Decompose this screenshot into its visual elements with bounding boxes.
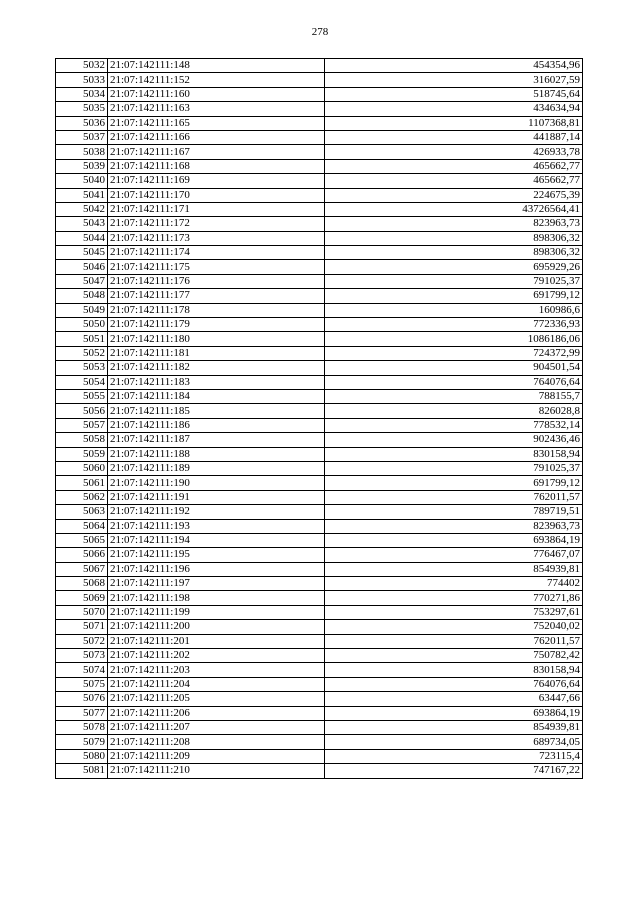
table-row: [56, 605, 583, 619]
cadastral-number-cell: 21:07:142111:179: [108, 318, 325, 332]
cadastral-number-cell: 21:07:142111:190: [108, 476, 325, 490]
cadastral-number-cell: 21:07:142111:197: [108, 577, 325, 591]
cadastral-value-cell: 693864,19: [325, 533, 583, 547]
cadastral-number-cell: 21:07:142111:165: [108, 116, 325, 130]
cadastral-number-cell: 21:07:142111:182: [108, 361, 325, 375]
table-row: [56, 188, 583, 202]
table-row: [56, 562, 583, 576]
table-row: [56, 289, 583, 303]
row-number-cell: 5057: [56, 418, 108, 432]
row-number-cell: 5040: [56, 174, 108, 188]
cadastral-value-cell: 791025,37: [325, 274, 583, 288]
row-number-cell: 5045: [56, 246, 108, 260]
cadastral-number-cell: 21:07:142111:203: [108, 663, 325, 677]
row-number-cell: 5076: [56, 692, 108, 706]
row-number-cell: 5047: [56, 274, 108, 288]
cadastral-value-cell: 854939,81: [325, 562, 583, 576]
cadastral-value-cell: 1086186,06: [325, 332, 583, 346]
row-number-cell: 5036: [56, 116, 108, 130]
cadastral-number-cell: 21:07:142111:193: [108, 519, 325, 533]
cadastral-value-cell: 826028,8: [325, 404, 583, 418]
cadastral-number-cell: 21:07:142111:171: [108, 202, 325, 216]
cadastral-value-cell: 160986,6: [325, 303, 583, 317]
cadastral-number-cell: 21:07:142111:160: [108, 87, 325, 101]
table-row: [56, 677, 583, 691]
table-row: [56, 116, 583, 130]
cadastral-value-cell: 762011,57: [325, 490, 583, 504]
row-number-cell: 5049: [56, 303, 108, 317]
cadastral-value-cell: 695929,26: [325, 260, 583, 274]
row-number-cell: 5044: [56, 231, 108, 245]
cadastral-value-cell: 316027,59: [325, 73, 583, 87]
cadastral-number-cell: 21:07:142111:178: [108, 303, 325, 317]
cadastral-value-cell: 723115,4: [325, 749, 583, 763]
row-number-cell: 5063: [56, 505, 108, 519]
cadastral-value-cell: 747167,22: [325, 764, 583, 778]
cadastral-number-cell: 21:07:142111:167: [108, 145, 325, 159]
table-row: [56, 490, 583, 504]
table-row: [56, 102, 583, 116]
row-number-cell: 5071: [56, 620, 108, 634]
cadastral-number-cell: 21:07:142111:180: [108, 332, 325, 346]
row-number-cell: 5054: [56, 375, 108, 389]
cadastral-number-cell: 21:07:142111:173: [108, 231, 325, 245]
cadastral-value-cell: 830158,94: [325, 447, 583, 461]
cadastral-value-cell: 693864,19: [325, 706, 583, 720]
cadastral-value-cell: 898306,32: [325, 246, 583, 260]
table-row: [56, 476, 583, 490]
cadastral-value-cell: 753297,61: [325, 605, 583, 619]
cadastral-number-cell: 21:07:142111:192: [108, 505, 325, 519]
table-row: [56, 620, 583, 634]
cadastral-value-cell: 224675,39: [325, 188, 583, 202]
table-row: [56, 202, 583, 216]
cadastral-number-cell: 21:07:142111:195: [108, 548, 325, 562]
cadastral-number-cell: 21:07:142111:183: [108, 375, 325, 389]
cadastral-number-cell: 21:07:142111:174: [108, 246, 325, 260]
row-number-cell: 5035: [56, 102, 108, 116]
cadastral-value-cell: 898306,32: [325, 231, 583, 245]
table-row: [56, 303, 583, 317]
row-number-cell: 5075: [56, 677, 108, 691]
row-number-cell: 5055: [56, 389, 108, 403]
table-row: [56, 447, 583, 461]
row-number-cell: 5039: [56, 159, 108, 173]
table-row: [56, 418, 583, 432]
cadastral-number-cell: 21:07:142111:209: [108, 749, 325, 763]
table-row: [56, 389, 583, 403]
row-number-cell: 5053: [56, 361, 108, 375]
table-row: [56, 59, 583, 73]
cadastral-value-cell: 426933,78: [325, 145, 583, 159]
row-number-cell: 5061: [56, 476, 108, 490]
cadastral-number-cell: 21:07:142111:184: [108, 389, 325, 403]
cadastral-number-cell: 21:07:142111:199: [108, 605, 325, 619]
cadastral-number-cell: 21:07:142111:186: [108, 418, 325, 432]
cadastral-value-cell: 63447,66: [325, 692, 583, 706]
cadastral-value-cell: 788155,7: [325, 389, 583, 403]
cadastral-number-cell: 21:07:142111:202: [108, 649, 325, 663]
row-number-cell: 5051: [56, 332, 108, 346]
cadastral-number-cell: 21:07:142111:189: [108, 461, 325, 475]
table-row: [56, 346, 583, 360]
row-number-cell: 5062: [56, 490, 108, 504]
cadastral-value-cell: 750782,42: [325, 649, 583, 663]
row-number-cell: 5069: [56, 591, 108, 605]
row-number-cell: 5043: [56, 217, 108, 231]
cadastral-value-cell: 691799,12: [325, 476, 583, 490]
cadastral-value-cell: 764076,64: [325, 677, 583, 691]
table-row: [56, 159, 583, 173]
table-row: [56, 692, 583, 706]
row-number-cell: 5070: [56, 605, 108, 619]
cadastral-number-cell: 21:07:142111:194: [108, 533, 325, 547]
cadastral-value-cell: 904501,54: [325, 361, 583, 375]
cadastral-number-cell: 21:07:142111:206: [108, 706, 325, 720]
cadastral-value-cell: 518745,64: [325, 87, 583, 101]
table-row: [56, 145, 583, 159]
cadastral-value-cell: 724372,99: [325, 346, 583, 360]
row-number-cell: 5058: [56, 433, 108, 447]
table-row: [56, 217, 583, 231]
cadastral-value-cell: 764076,64: [325, 375, 583, 389]
cadastral-value-cell: 778532,14: [325, 418, 583, 432]
row-number-cell: 5067: [56, 562, 108, 576]
cadastral-number-cell: 21:07:142111:198: [108, 591, 325, 605]
table-row: [56, 706, 583, 720]
cadastral-value-cell: 689734,05: [325, 735, 583, 749]
row-number-cell: 5037: [56, 130, 108, 144]
cadastral-value-cell: 434634,94: [325, 102, 583, 116]
cadastral-value-cell: 854939,81: [325, 720, 583, 734]
cadastral-number-cell: 21:07:142111:204: [108, 677, 325, 691]
row-number-cell: 5052: [56, 346, 108, 360]
row-number-cell: 5034: [56, 87, 108, 101]
page-number: 278: [311, 26, 329, 38]
table-row: [56, 375, 583, 389]
table-row: [56, 735, 583, 749]
cadastral-value-cell: 1107368,81: [325, 116, 583, 130]
table-row: [56, 505, 583, 519]
table-row: [56, 274, 583, 288]
cadastral-value-cell: 902436,46: [325, 433, 583, 447]
cadastral-number-cell: 21:07:142111:172: [108, 217, 325, 231]
cadastral-value-cell: 752040,02: [325, 620, 583, 634]
cadastral-number-cell: 21:07:142111:175: [108, 260, 325, 274]
row-number-cell: 5060: [56, 461, 108, 475]
row-number-cell: 5038: [56, 145, 108, 159]
table-row: [56, 591, 583, 605]
row-number-cell: 5059: [56, 447, 108, 461]
cadastral-value-cell: 465662,77: [325, 174, 583, 188]
table-row: [56, 548, 583, 562]
table-row: [56, 634, 583, 648]
cadastral-number-cell: 21:07:142111:188: [108, 447, 325, 461]
row-number-cell: 5068: [56, 577, 108, 591]
row-number-cell: 5079: [56, 735, 108, 749]
cadastral-value-cell: 823963,73: [325, 217, 583, 231]
row-number-cell: 5074: [56, 663, 108, 677]
row-number-cell: 5078: [56, 720, 108, 734]
cadastral-value-cell: 465662,77: [325, 159, 583, 173]
cadastral-number-cell: 21:07:142111:196: [108, 562, 325, 576]
table-row: [56, 73, 583, 87]
cadastral-number-cell: 21:07:142111:181: [108, 346, 325, 360]
row-number-cell: 5065: [56, 533, 108, 547]
cadastral-value-cell: 789719,51: [325, 505, 583, 519]
table-row: [56, 130, 583, 144]
table-row: [56, 318, 583, 332]
row-number-cell: 5081: [56, 764, 108, 778]
cadastral-number-cell: 21:07:142111:152: [108, 73, 325, 87]
row-number-cell: 5032: [56, 59, 108, 73]
cadastral-table-body: [56, 59, 583, 779]
cadastral-value-cell: 776467,07: [325, 548, 583, 562]
table-row: [56, 174, 583, 188]
row-number-cell: 5048: [56, 289, 108, 303]
table-row: [56, 231, 583, 245]
table-row: [56, 260, 583, 274]
cadastral-number-cell: 21:07:142111:207: [108, 720, 325, 734]
table-row: [56, 87, 583, 101]
cadastral-number-cell: 21:07:142111:201: [108, 634, 325, 648]
cadastral-value-cell: 772336,93: [325, 318, 583, 332]
cadastral-value-cell: 691799,12: [325, 289, 583, 303]
cadastral-number-cell: 21:07:142111:208: [108, 735, 325, 749]
table-row: [56, 461, 583, 475]
cadastral-value-cell: 43726564,41: [325, 202, 583, 216]
row-number-cell: 5056: [56, 404, 108, 418]
row-number-cell: 5046: [56, 260, 108, 274]
table-row: [56, 533, 583, 547]
cadastral-number-cell: 21:07:142111:148: [108, 59, 325, 73]
table-row: [56, 749, 583, 763]
table-row: [56, 433, 583, 447]
cadastral-number-cell: 21:07:142111:166: [108, 130, 325, 144]
cadastral-number-cell: 21:07:142111:191: [108, 490, 325, 504]
cadastral-value-cell: 454354,96: [325, 59, 583, 73]
cadastral-number-cell: 21:07:142111:168: [108, 159, 325, 173]
cadastral-value-cell: 823963,73: [325, 519, 583, 533]
row-number-cell: 5041: [56, 188, 108, 202]
row-number-cell: 5072: [56, 634, 108, 648]
table-row: [56, 720, 583, 734]
table-row: [56, 649, 583, 663]
cadastral-number-cell: 21:07:142111:163: [108, 102, 325, 116]
table-row: [56, 246, 583, 260]
table-row: [56, 663, 583, 677]
cadastral-value-cell: 791025,37: [325, 461, 583, 475]
row-number-cell: 5042: [56, 202, 108, 216]
cadastral-number-cell: 21:07:142111:170: [108, 188, 325, 202]
row-number-cell: 5077: [56, 706, 108, 720]
cadastral-number-cell: 21:07:142111:205: [108, 692, 325, 706]
cadastral-number-cell: 21:07:142111:200: [108, 620, 325, 634]
row-number-cell: 5033: [56, 73, 108, 87]
cadastral-value-cell: 441887,14: [325, 130, 583, 144]
cadastral-number-cell: 21:07:142111:187: [108, 433, 325, 447]
table-row: [56, 577, 583, 591]
row-number-cell: 5073: [56, 649, 108, 663]
table-row: [56, 764, 583, 778]
cadastral-number-cell: 21:07:142111:177: [108, 289, 325, 303]
row-number-cell: 5080: [56, 749, 108, 763]
row-number-cell: 5066: [56, 548, 108, 562]
table-row: [56, 332, 583, 346]
row-number-cell: 5064: [56, 519, 108, 533]
table-row: [56, 361, 583, 375]
cadastral-number-cell: 21:07:142111:176: [108, 274, 325, 288]
cadastral-table: [55, 58, 583, 779]
cadastral-value-cell: 830158,94: [325, 663, 583, 677]
cadastral-value-cell: 762011,57: [325, 634, 583, 648]
cadastral-value-cell: 770271,86: [325, 591, 583, 605]
cadastral-number-cell: 21:07:142111:185: [108, 404, 325, 418]
cadastral-number-cell: 21:07:142111:169: [108, 174, 325, 188]
cadastral-value-cell: 774402: [325, 577, 583, 591]
cadastral-number-cell: 21:07:142111:210: [108, 764, 325, 778]
table-row: [56, 404, 583, 418]
table-row: [56, 519, 583, 533]
row-number-cell: 5050: [56, 318, 108, 332]
